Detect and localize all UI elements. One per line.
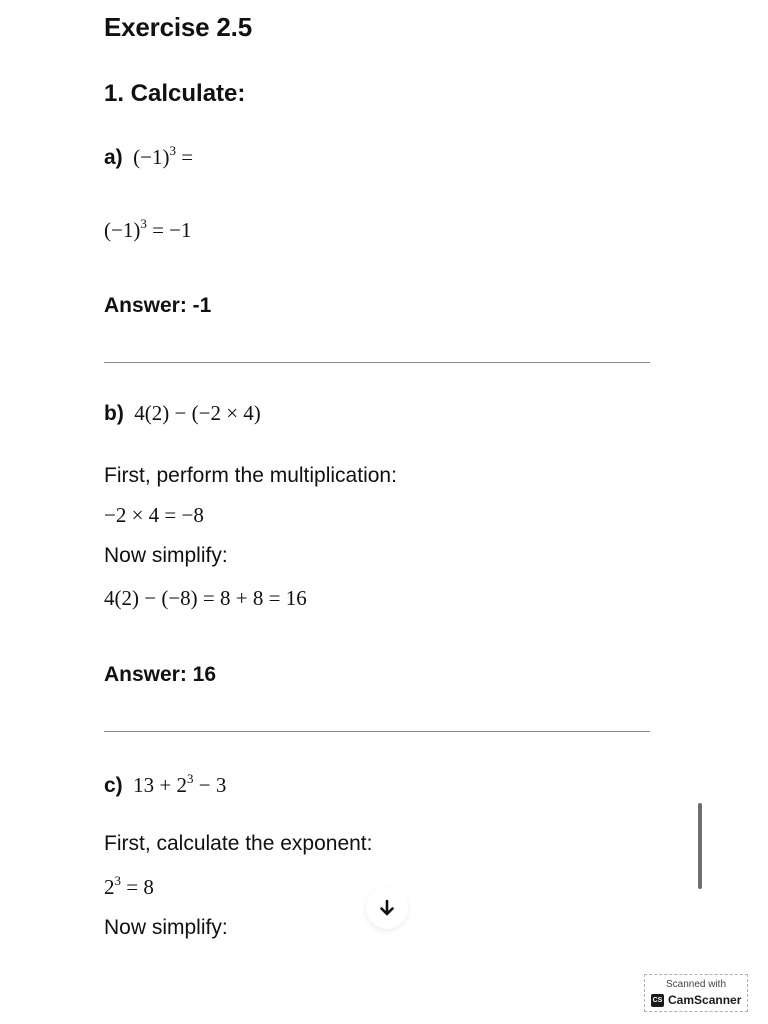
part-c-expression: [133, 773, 226, 797]
part-c-tail: − 3: [193, 773, 227, 797]
watermark-caption: Scanned with: [665, 979, 727, 990]
watermark-brand: CamScanner: [668, 993, 742, 1007]
part-c-intro2: Now simplify:: [104, 916, 228, 939]
part-a-problem: [104, 143, 193, 170]
part-a-label: a): [104, 146, 123, 169]
part-b-expression: 4(2) − (−2 × 4): [134, 401, 261, 425]
part-b-step2: 4(2) − (−8) = 8 + 8 = 16: [104, 586, 307, 610]
part-b-intro: First, perform the multiplication:: [104, 464, 397, 487]
part-a-answer: Answer: -1: [104, 294, 212, 317]
arrow-down-icon: [377, 898, 397, 918]
part-c-exponent: 3: [186, 771, 194, 786]
section-heading: 1. Calculate:: [104, 80, 246, 107]
part-a-step-result: = −1: [146, 218, 192, 242]
camscanner-watermark: [644, 974, 748, 1012]
part-c-step-base: 2: [104, 875, 115, 899]
part-c-problem: [104, 771, 226, 798]
part-b-step1: −2 × 4 = −8: [104, 503, 204, 527]
part-c-label: c): [104, 774, 123, 797]
divider: [104, 731, 650, 732]
part-a-expression: [133, 145, 193, 169]
part-a-tail: =: [175, 145, 194, 169]
part-c-intro: First, calculate the exponent:: [104, 832, 373, 855]
part-c-head: 13 + 2: [133, 773, 187, 797]
part-b-answer: Answer: 16: [104, 663, 217, 686]
part-a-step-exponent: 3: [140, 216, 147, 231]
part-b-label: b): [104, 402, 124, 425]
scrollbar[interactable]: [698, 803, 702, 889]
scroll-down-button[interactable]: [366, 887, 408, 929]
page-title: Exercise 2.5: [104, 12, 252, 42]
part-a-step: [104, 216, 192, 243]
part-c-step: [104, 873, 154, 900]
part-c-step-result: = 8: [121, 875, 154, 899]
part-c-step-exponent: 3: [114, 873, 121, 888]
part-a-step-base: (−1): [104, 218, 141, 242]
part-a-exponent: 3: [169, 143, 176, 158]
part-b-problem: [104, 401, 261, 426]
part-a-base: (−1): [133, 145, 170, 169]
camscanner-logo-icon: CS: [651, 994, 664, 1007]
part-b-intro2: Now simplify:: [104, 544, 228, 567]
divider: [104, 362, 650, 363]
